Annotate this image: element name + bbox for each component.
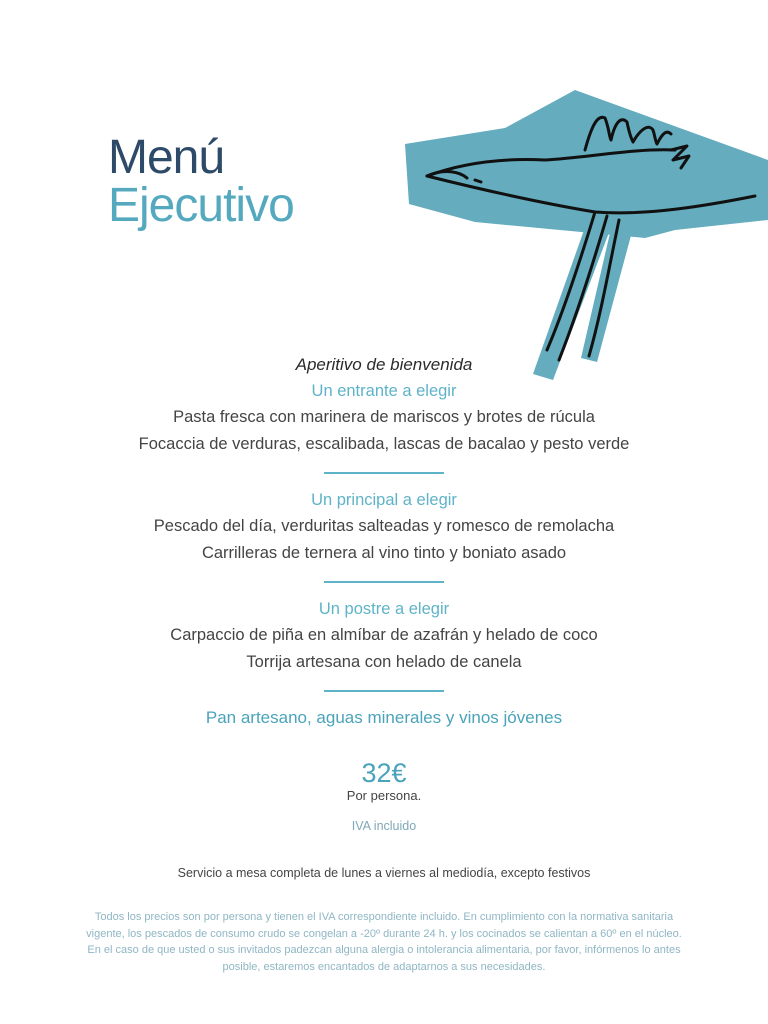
dish-item: Pescado del día, verduritas salteadas y romesco de remolacha (153, 517, 615, 535)
dish-item: Pasta fresca con marinera de mariscos y brotes de rúcula (173, 408, 595, 426)
footer-line: posible, estaremos encantados de adaptarnos a sus necesidades. (222, 960, 546, 973)
footer-line: En el caso de que usted o sus invitados padezcan alguna alergia o intolerancia alimentaria, por favor, infórmenos lo antes (87, 944, 681, 956)
dish-item: Carrilleras de ternera al vino tinto y boniato asado (201, 544, 567, 562)
section-title-principal: Un principal a elegir (311, 491, 457, 509)
section-title-entrante: Un entrante a elegir (311, 382, 457, 400)
bird-illustration (405, 88, 768, 388)
dish-item: Carpaccio de piña en almíbar de azafrán y helado de coco (170, 626, 598, 644)
section-divider (324, 690, 444, 692)
bird-wing-shape (405, 90, 768, 238)
dish-item: Torrija artesana con helado de canela (246, 653, 522, 671)
price: 32€ (361, 758, 407, 788)
section-divider (324, 472, 444, 474)
footer-legal (40, 909, 728, 975)
included-extras: Pan artesano, aguas minerales y vinos jóvenes (205, 708, 563, 727)
footer-line: Todos los precios son por persona y tienen el IVA correspondiente incluido. En cumplimiento con la normativa sanitaria (94, 911, 674, 923)
footer-line: vigente, los pescados de consumo crudo se congelan a -20º durante 24 h. y los cocinados se calientan a 60º en el núcleo. (86, 927, 682, 940)
title-line-ejecutivo: Ejecutivo (108, 179, 294, 232)
dish-item: Focaccia de verduras, escalibada, lascas de bacalao y pesto verde (138, 435, 630, 453)
page-title (108, 131, 294, 232)
section-title-postre: Un postre a elegir (318, 600, 450, 618)
menu-content (0, 352, 768, 834)
price-per-person: Por persona. (346, 788, 422, 803)
iva-note: IVA incluido (351, 819, 417, 833)
aperitivo: Aperitivo de bienvenida (295, 355, 473, 374)
section-divider (324, 581, 444, 583)
service-note: Servicio a mesa completa de lunes a viernes al mediodía, excepto festivos (177, 866, 591, 880)
title-line-menu: Menú (108, 131, 225, 184)
